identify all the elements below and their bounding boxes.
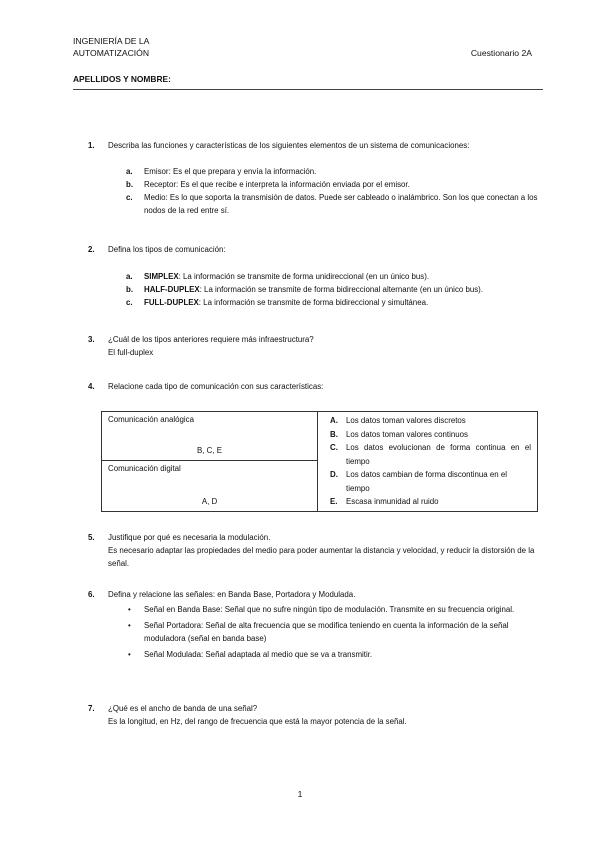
option-label: D.: [330, 470, 338, 479]
question-5: [88, 531, 548, 570]
item-label: a.: [126, 272, 133, 281]
question-2-items: [88, 270, 548, 309]
option-label: B.: [330, 429, 338, 439]
answer-text: El full-duplex: [108, 348, 154, 357]
question-1-items: [88, 165, 548, 217]
question-4: [88, 380, 548, 393]
question-text: ¿Cuál de los tipos anteriores requiere más infraestructura?: [108, 335, 314, 344]
header-divider: [73, 89, 543, 90]
list-item: [88, 603, 548, 616]
option-text: Los datos cambian de forma discontinua en el tiempo: [346, 470, 507, 493]
table-row: [102, 460, 318, 511]
bullet-text: Señal Modulada: Señal adaptada al medio que se va a transmitir.: [144, 650, 373, 659]
item-label: c.: [126, 298, 133, 307]
item-term: Emisor: [144, 167, 169, 176]
comm-type: Comunicación digital: [108, 463, 181, 473]
list-item: [88, 283, 548, 296]
list-item: [88, 165, 548, 178]
list-item: [88, 178, 548, 191]
option-label: E.: [330, 497, 338, 506]
option-item: [318, 428, 531, 442]
item-desc: : La información se transmite de forma bidireccional alternante (en un único bus).: [199, 285, 484, 294]
option-text: Los datos evolucionan de forma continua en el tiempo: [346, 443, 531, 466]
bullet-icon: •: [128, 605, 131, 614]
question-2: [88, 243, 548, 309]
list-item: [88, 191, 548, 217]
question-text: Relacione cada tipo de comunicación con sus características:: [108, 382, 324, 391]
comm-answer: A, D: [201, 496, 218, 506]
option-item: [318, 468, 531, 495]
question-text: ¿Qué es el ancho de banda de una señal?: [108, 704, 258, 713]
question-6: [88, 588, 548, 664]
option-label: C.: [330, 443, 338, 452]
question-6-bullets: [88, 603, 548, 661]
list-item: [88, 648, 548, 661]
item-desc: : Es el que prepara y envía la información.: [168, 167, 317, 176]
page-number: 1: [297, 789, 303, 799]
option-text: Los datos toman valores discretos: [346, 416, 466, 425]
bullet-icon: •: [128, 650, 131, 659]
list-item: [88, 296, 548, 309]
name-label: APELLIDOS Y NOMBRE:: [73, 74, 171, 84]
answer-text: Es la longitud, en Hz, del rango de frecuencia que está la mayor potencia de la señal.: [108, 717, 407, 726]
bullet-text: Señal en Banda Base: Señal que no sufre ningún tipo de modulación. Transmite en su frecuencia original.: [144, 605, 515, 614]
option-item: [318, 414, 531, 428]
item-term: Medio: [144, 193, 166, 202]
item-term: HALF-DUPLEX: [144, 285, 200, 294]
question-number: 3.: [88, 335, 95, 344]
answer-text: Es necesario adaptar las propiedades del medio para poder aumentar la distancia y velocidad, y reducir la distorsión de la señal.: [108, 546, 535, 568]
option-item: [318, 441, 531, 468]
quiz-title: Cuestionario 2A: [470, 48, 532, 58]
bullet-icon: •: [128, 621, 131, 630]
question-7: [88, 702, 548, 728]
question-1: [88, 139, 548, 217]
option-item: [318, 495, 531, 509]
option-text: Los datos toman valores continuos: [346, 429, 468, 439]
options-cell: [318, 412, 538, 512]
item-label: a.: [126, 167, 133, 176]
question-number: 6.: [88, 590, 95, 599]
question-number: 4.: [88, 382, 95, 391]
question-text: Defina los tipos de comunicación:: [108, 245, 226, 254]
relation-table: [101, 411, 538, 512]
subject-header: [73, 35, 149, 59]
list-item: [88, 619, 548, 645]
item-desc: : Es el que recibe e interpreta la información enviada por el emisor.: [176, 180, 410, 189]
table-row: [102, 412, 318, 461]
subject-line-1: INGENIERÍA DE LA: [73, 36, 150, 46]
item-desc: : La información se transmite de forma bidireccional y simultánea.: [198, 298, 429, 307]
question-number: 7.: [88, 704, 95, 713]
question-number: 5.: [88, 533, 95, 542]
option-label: A.: [330, 416, 338, 425]
option-text: Escasa inmunidad al ruido: [346, 497, 439, 506]
question-number: 1.: [88, 141, 95, 150]
question-number: 2.: [88, 245, 95, 254]
item-term: Receptor: [144, 180, 177, 189]
list-item: [88, 270, 548, 283]
question-text: Justifique por qué es necesaria la modulación.: [108, 533, 271, 542]
item-desc: : Es lo que soporta la transmisión de datos. Puede ser cableado o inalámbrico. Son los que conectan a los nodos de la red entre sí.: [144, 193, 538, 215]
item-label: b.: [126, 180, 134, 189]
question-text: Describa las funciones y características de los siguientes elementos de un sistema de comunicaciones:: [108, 141, 470, 150]
subject-line-2: AUTOMATIZACIÓN: [73, 48, 150, 58]
comm-answer: B, C, E: [197, 445, 222, 455]
question-text: Defina y relacione las señales: en Banda Base, Portadora y Modulada.: [108, 590, 356, 599]
item-desc: : La información se transmite de forma unidireccional (en un único bus).: [178, 272, 430, 281]
item-term: SIMPLEX: [144, 272, 179, 281]
item-label: b.: [126, 285, 134, 294]
comm-type: Comunicación analógica: [108, 415, 194, 424]
item-label: c.: [126, 193, 133, 202]
bullet-text: Señal Portadora: Señal de alta frecuencia que se modifica teniendo en cuenta la información de la señal moduladora (señal en banda base): [144, 621, 509, 643]
item-term: FULL-DUPLEX: [144, 298, 199, 307]
question-3: [88, 333, 548, 359]
